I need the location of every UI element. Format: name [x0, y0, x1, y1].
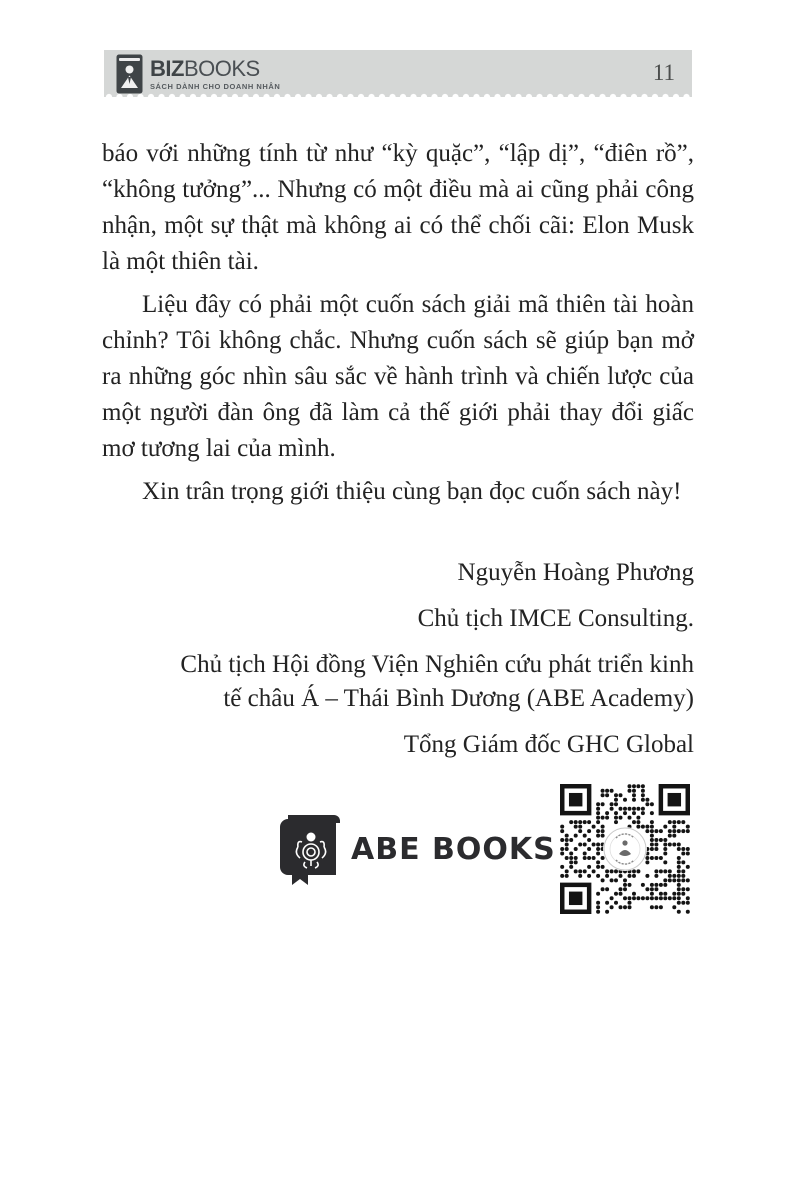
page-number: 11: [652, 60, 675, 85]
paragraph: Liệu đây có phải một cuốn sách giải mã thiên tài hoàn chỉnh? Tôi không chắc. Nhưng cuốn sách sẽ giúp bạn mở ra những góc nhìn sâu sắc về hành trình và chiến lược của một người đàn ông đã làm cả thế giới phải thay đổi giấc mơ tương lai của mình.: [102, 291, 694, 462]
brand-name: BIZBOOKS: [150, 56, 260, 81]
signature-block: [102, 556, 694, 762]
qr-code: [560, 784, 690, 914]
abe-books-label: ABE BOOKS: [351, 831, 556, 867]
bizbooks-brand-text: [150, 54, 280, 91]
paragraph: báo với những tính từ như “kỳ quặc”, “lập dị”, “điên rồ”, “không tưởng”... Nhưng có một điều mà ai cũng phải công nhận, một sự thật mà không ai có thể chối cãi: Elon Musk là một thiên tài.: [102, 140, 694, 275]
bizbooks-logo: [116, 54, 280, 99]
body-text: [102, 136, 694, 510]
paragraph: Xin trân trọng giới thiệu cùng bạn đọc cuốn sách này!: [142, 478, 682, 505]
signature-title: Chủ tịch IMCE Consulting.: [417, 605, 694, 632]
signature-title: Tổng Giám đốc GHC Global: [403, 731, 694, 758]
abe-book-icon: [278, 809, 342, 890]
signature-name: Nguyễn Hoàng Phương: [457, 559, 694, 586]
signature-title: Chủ tịch Hội đồng Viện Nghiên cứu phát triển kinh: [180, 651, 694, 678]
footer-logos: [278, 778, 690, 920]
brand-tagline: SÁCH DÀNH CHO DOANH NHÂN: [150, 82, 281, 91]
abe-books-logo: [278, 809, 556, 890]
header-bar: [104, 50, 692, 97]
bizbooks-book-icon: [116, 54, 143, 99]
signature-title: tế châu Á – Thái Bình Dương (ABE Academy): [223, 685, 694, 712]
